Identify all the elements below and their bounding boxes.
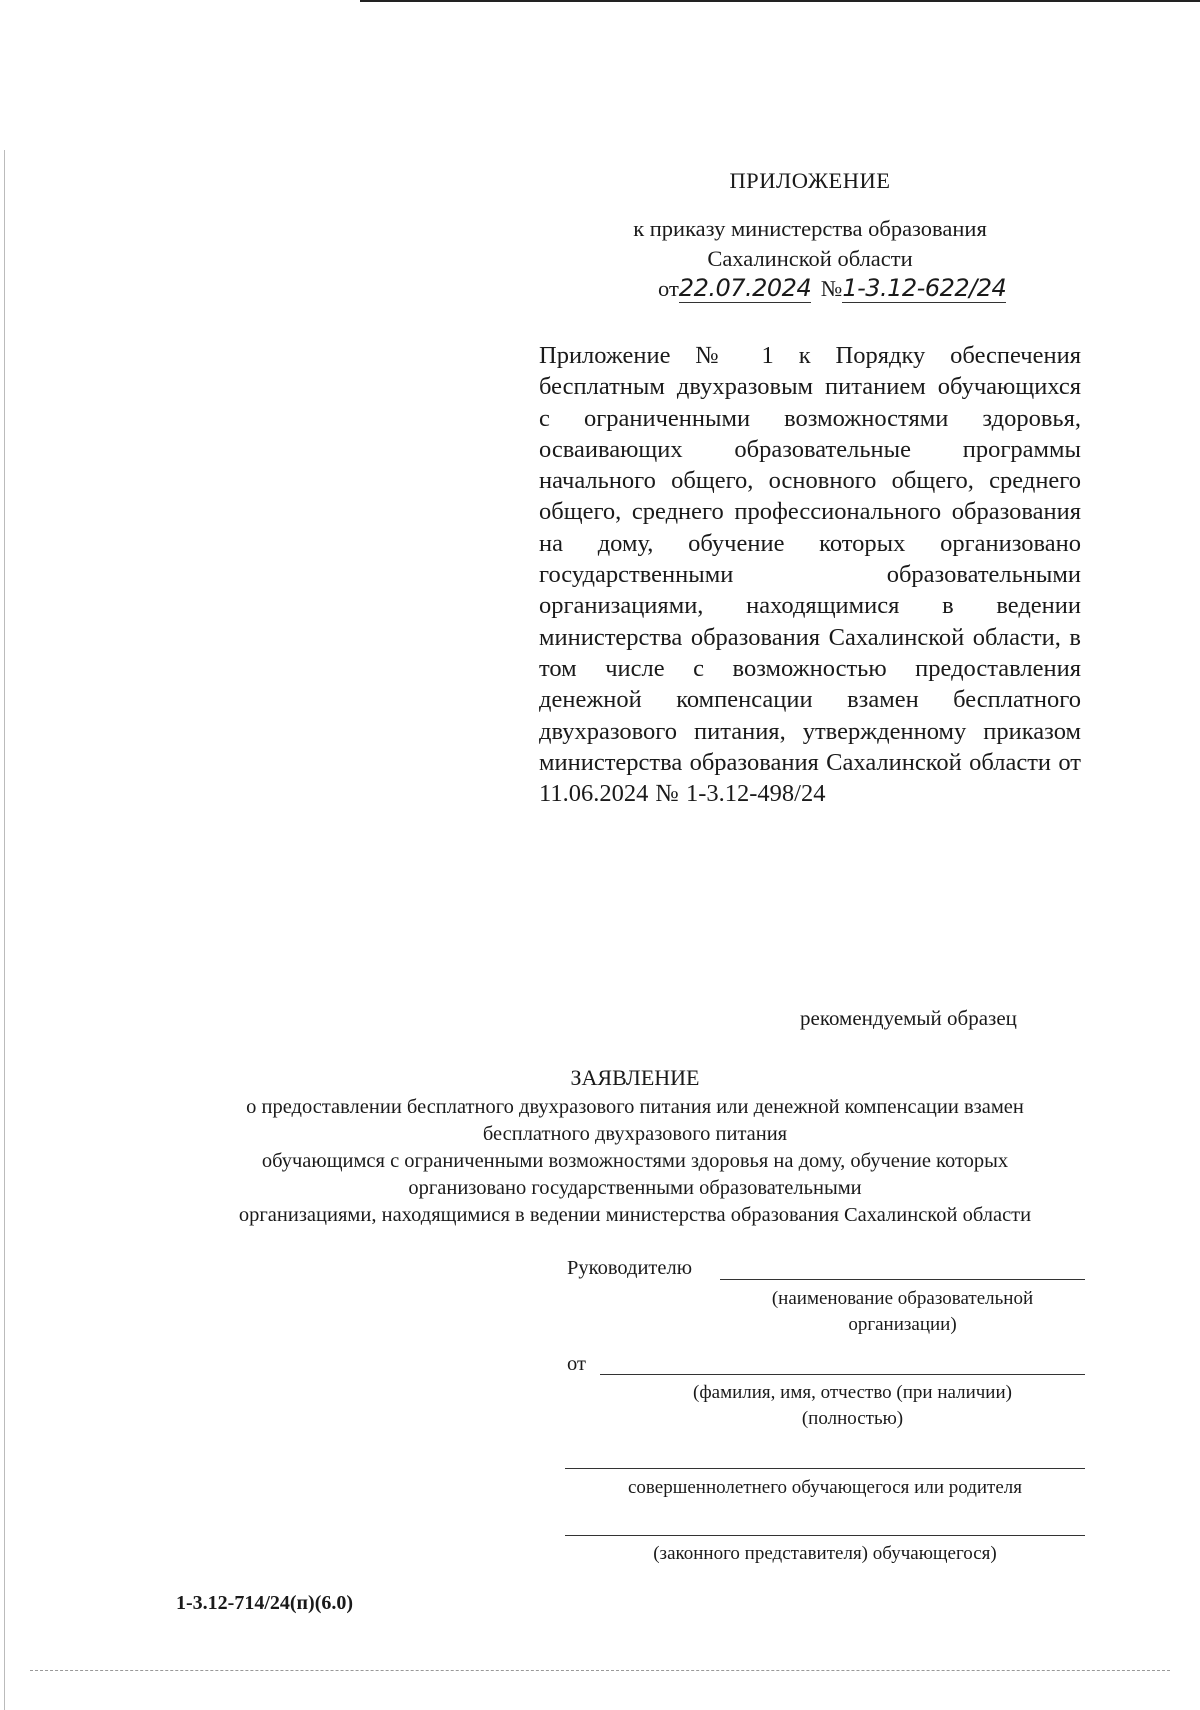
scan-bottom-edge bbox=[30, 1670, 1170, 1671]
order-reference-line1: к приказу министерства образования bbox=[633, 216, 987, 241]
adult-caption: совершеннолетнего обучающегося или родителя bbox=[628, 1477, 1022, 1498]
appendix-note: Приложение № 1 к Порядку обеспечения бесплатным двухразовым питанием обучающихся с ограниченными возможностями здоровья, осваивающих образовательные программы начального общего, основного общего, среднего общего, среднего профессионального образования на дому, обучение которых организовано государственными образовательными организациями, находящимися в ведении министерства образования Сахалинской области, в том числе с возможностью предоставления денежной компенсации взамен бесплатного двухразового питания, утвержденному приказом министерства образования Сахалинской области от 11.06.2024 № 1-3.12-498/24 bbox=[539, 342, 1081, 808]
rep-caption: (законного представителя) обучающегося) bbox=[653, 1543, 997, 1564]
name-caption-line1: (фамилия, имя, отчество (при наличии) bbox=[693, 1382, 1012, 1403]
appendix-title: ПРИЛОЖЕНИЕ bbox=[729, 168, 891, 193]
number-prefix: № bbox=[820, 276, 843, 301]
order-date-number bbox=[658, 274, 1058, 303]
statement-subtitle bbox=[170, 1094, 1100, 1229]
statement-subtitle-line1: о предоставлении бесплатного двухразового питания или денежной компенсации взамен bbox=[246, 1096, 1024, 1118]
from-label: от bbox=[567, 1353, 586, 1375]
scan-left-edge bbox=[4, 150, 5, 1710]
applicant-status-field-line[interactable] bbox=[565, 1468, 1085, 1469]
org-caption-line2: организации) bbox=[848, 1314, 957, 1335]
statement-subtitle-line3: обучающимся с ограниченными возможностями здоровья на дому, обучение которых bbox=[261, 1150, 1009, 1172]
document-code: 1-3.12-714/24(п)(6.0) bbox=[176, 1592, 354, 1614]
applicant-name-field-line[interactable] bbox=[600, 1374, 1085, 1375]
org-name-field-line[interactable] bbox=[720, 1279, 1085, 1280]
scan-top-edge bbox=[360, 0, 1200, 2]
order-reference-line2: Сахалинской области bbox=[707, 246, 913, 271]
name-caption-line2: (полностью) bbox=[801, 1408, 904, 1429]
handwritten-date: 22.07.2024 bbox=[678, 274, 812, 302]
statement-title: ЗАЯВЛЕНИЕ bbox=[570, 1065, 700, 1090]
org-caption bbox=[720, 1286, 1085, 1338]
name-caption bbox=[620, 1380, 1085, 1432]
recommended-sample-label: рекомендуемый образец bbox=[800, 1006, 1017, 1030]
statement-subtitle-line2: бесплатного двухразового питания bbox=[482, 1123, 788, 1145]
handwritten-number: 1-3.12-622/24 bbox=[842, 274, 1007, 302]
date-prefix: от bbox=[658, 276, 679, 301]
representative-field-line[interactable] bbox=[565, 1535, 1085, 1536]
org-caption-line1: (наименование образовательной bbox=[771, 1288, 1034, 1309]
statement-subtitle-line5: организациями, находящимися в ведении министерства образования Сахалинской области bbox=[238, 1204, 1032, 1226]
to-head-label: Руководителю bbox=[567, 1257, 693, 1279]
statement-subtitle-line4: организовано государственными образовательными bbox=[408, 1177, 862, 1199]
